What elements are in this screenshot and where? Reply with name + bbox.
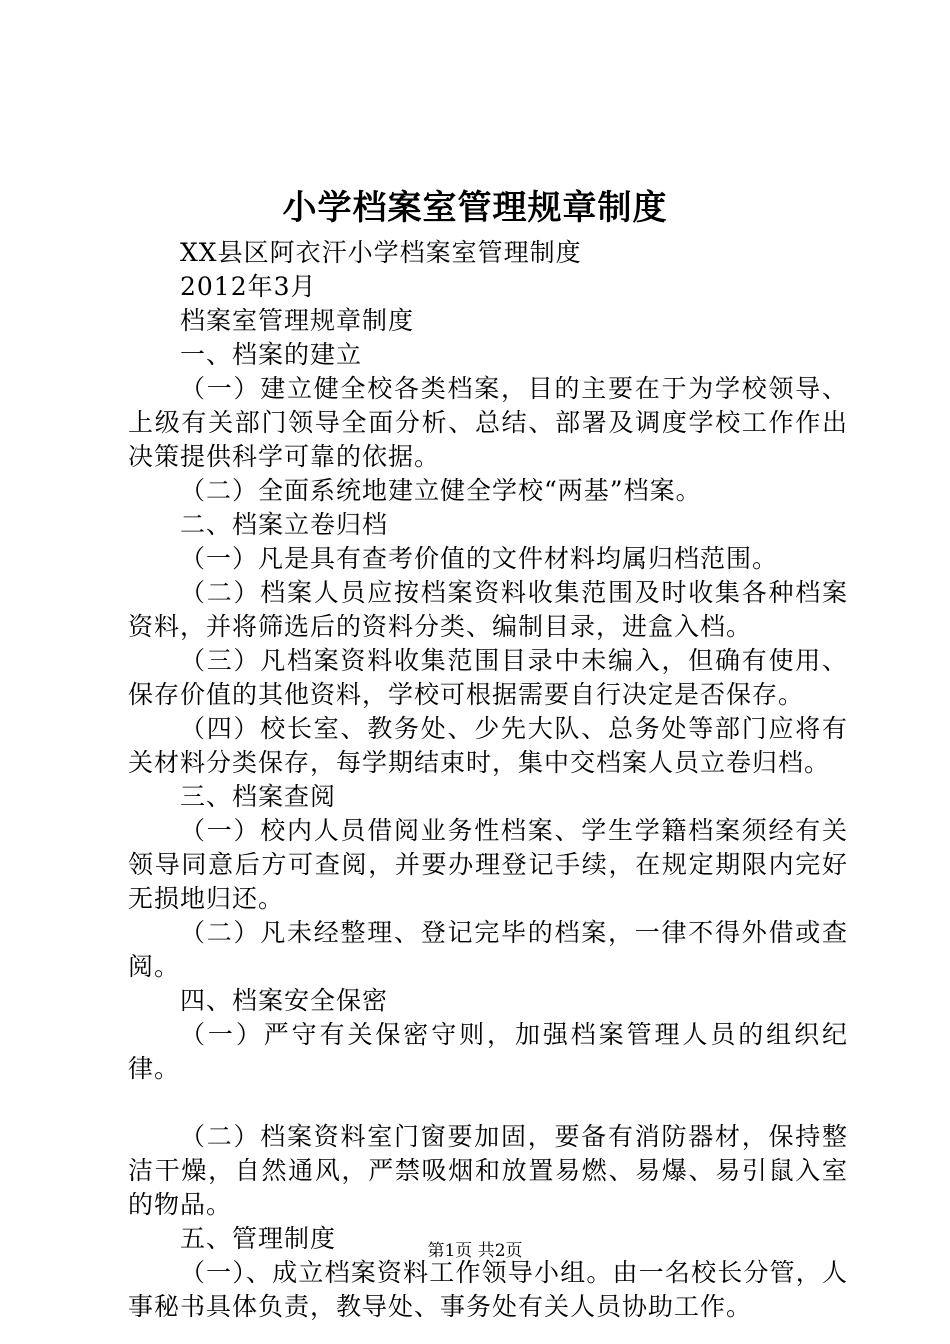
paragraph: （二）凡未经整理、登记完毕的档案，一律不得外借或查阅。 [128, 918, 848, 981]
blank-line [128, 1086, 848, 1120]
paragraph-date: 2012年3月 [180, 272, 317, 301]
paragraph: （一）严守有关保密守则，加强档案管理人员的组织纪律。 [128, 1020, 848, 1083]
paragraph: （一）凡是具有查考价值的文件材料均属归档范围。 [180, 544, 779, 573]
paragraph: （一）校内人员借阅业务性档案、学生学籍档案须经有关领导同意后方可查阅，并要办理登记手续，在规定期限内完好无损地归还。 [128, 816, 848, 913]
paragraph: （四）校长室、教务处、少先大队、总务处等部门应将有关材料分类保存，每学期结束时，集中交档案人员立卷归档。 [128, 714, 848, 777]
section-heading-1: 一、档案的建立 [180, 340, 363, 369]
paragraph: （二）档案资料室门窗要加固，要备有消防器材，保持整洁干燥，自然通风，严禁吸烟和放置易燃、易爆、易引鼠入室的物品。 [128, 1122, 848, 1219]
paragraph-subtitle: XX县区阿衣汗小学档案室管理制度 [180, 238, 582, 267]
page-footer: 第1页 共2页 [427, 1241, 523, 1261]
document-body [128, 236, 848, 1324]
paragraph: （三）凡档案资料收集范围目录中未编入，但确有使用、保存价值的其他资料，学校可根据需要自行决定是否保存。 [128, 646, 848, 709]
paragraph-heading: 档案室管理规章制度 [180, 306, 415, 335]
paragraph: （二）档案人员应按档案资料收集范围及时收集各种档案资料，并将筛选后的资料分类、编制目录，进盒入档。 [128, 578, 848, 641]
section-heading-5: 五、管理制度 [180, 1224, 337, 1253]
document-title: 小学档案室管理规章制度 [282, 188, 668, 228]
section-heading-2: 二、档案立卷归档 [180, 510, 389, 539]
paragraph: （二）全面系统地建立健全学校“两基”档案。 [180, 476, 702, 505]
section-heading-4: 四、档案安全保密 [180, 986, 389, 1015]
section-heading-3: 三、档案查阅 [180, 782, 337, 811]
paragraph: （一）、成立档案资料工作领导小组。由一名校长分管，人事秘书具体负责，教导处、事务处有关人员协助工作。 [128, 1258, 848, 1321]
paragraph: （一）建立健全校各类档案，目的主要在于为学校领导、上级有关部门领导全面分析、总结、部署及调度学校工作作出决策提供科学可靠的依据。 [128, 374, 848, 471]
